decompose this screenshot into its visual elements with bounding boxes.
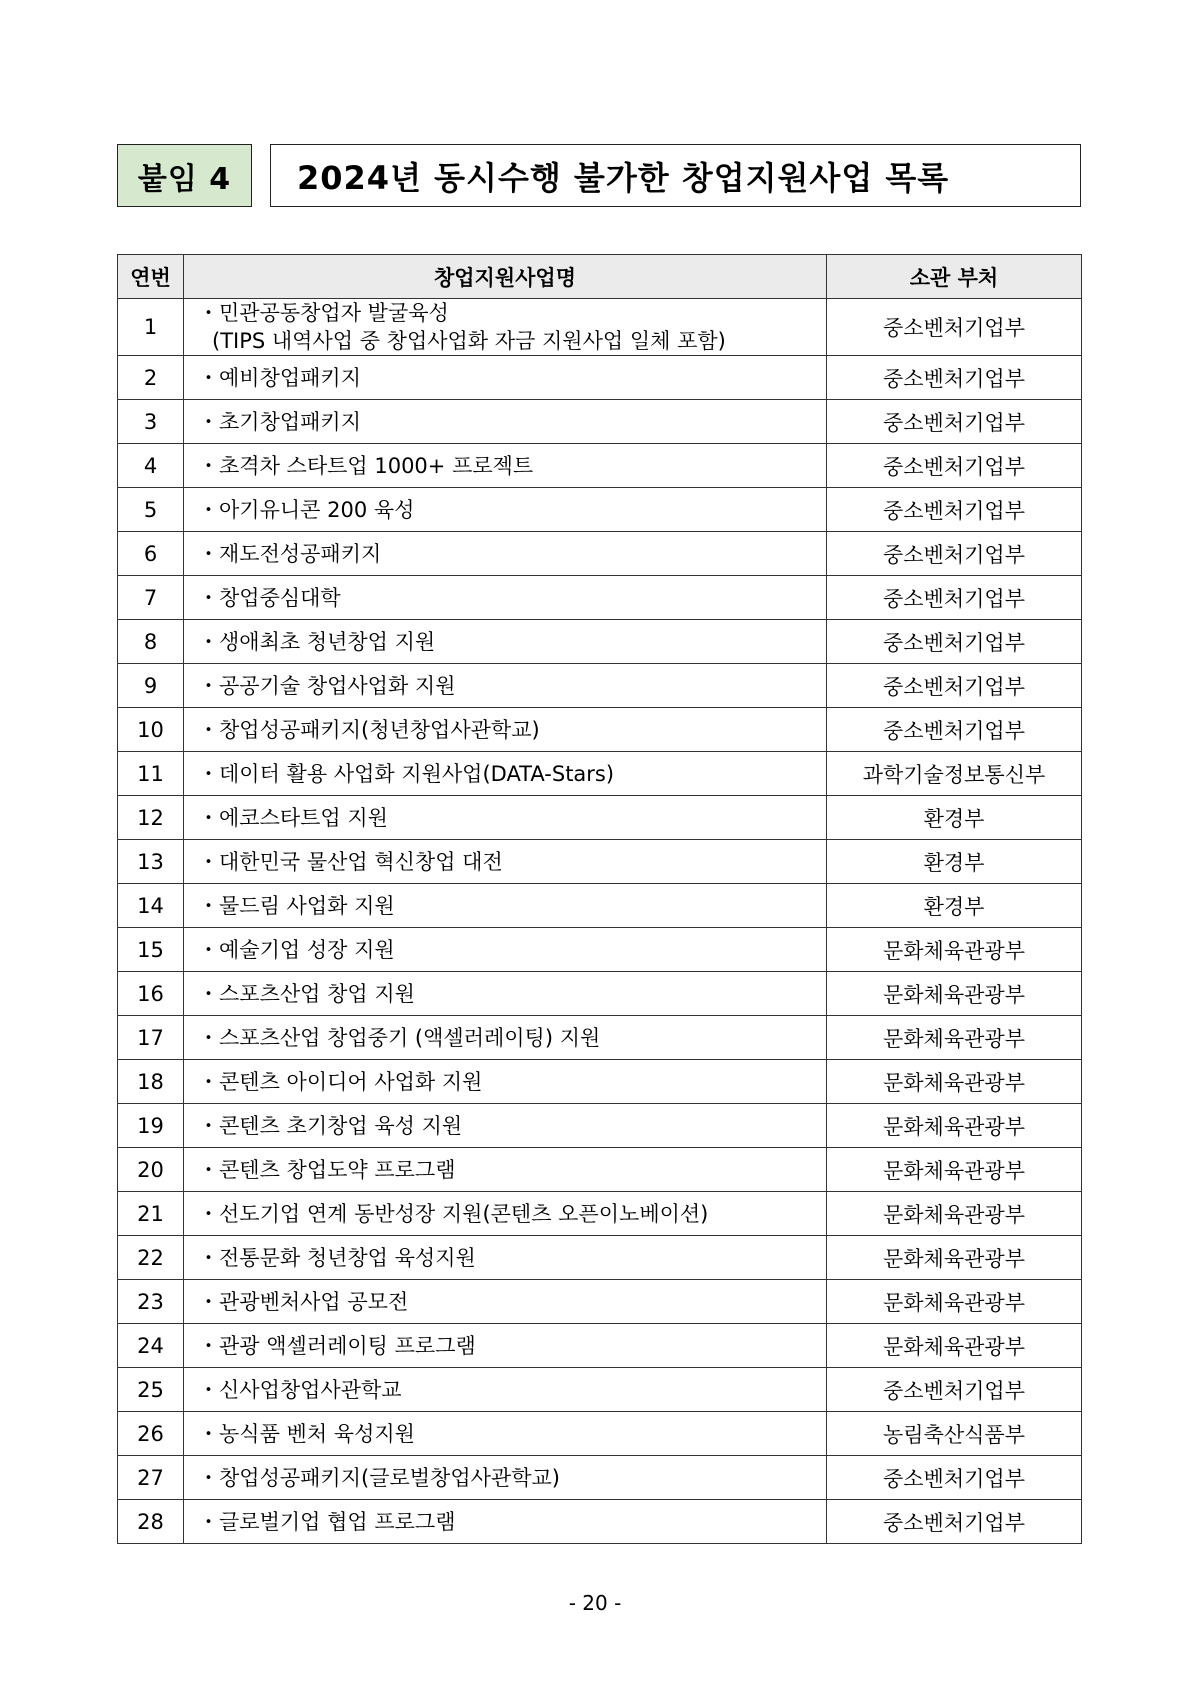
department-cell: 문화체육관광부: [827, 1280, 1082, 1324]
row-number: 20: [118, 1148, 184, 1192]
department-cell: 중소벤처기업부: [827, 1500, 1082, 1544]
row-number: 5: [118, 488, 184, 532]
program-name-cell: [184, 840, 827, 884]
program-name-cell: [184, 356, 827, 400]
program-name: ・예비창업패키지: [198, 365, 362, 390]
program-name-cell: [184, 1060, 827, 1104]
row-number: 4: [118, 444, 184, 488]
program-name: ・글로벌기업 협업 프로그램: [198, 1509, 456, 1534]
table-row: [118, 400, 1082, 444]
table-row: [118, 840, 1082, 884]
row-number: 21: [118, 1192, 184, 1236]
table-row: [118, 1060, 1082, 1104]
table-row: [118, 1412, 1082, 1456]
department-cell: 환경부: [827, 796, 1082, 840]
program-name-note: (TIPS 내역사업 중 창업사업화 자금 지원사업 일체 포함): [212, 329, 726, 353]
table-row: [118, 664, 1082, 708]
program-name-cell: [184, 1280, 827, 1324]
program-name-cell: [184, 1236, 827, 1280]
program-name: ・전통문화 청년창업 육성지원: [198, 1245, 476, 1270]
program-name: ・농식품 벤처 육성지원: [198, 1421, 415, 1446]
program-name-cell: [184, 620, 827, 664]
row-number: 19: [118, 1104, 184, 1148]
program-name: ・창업성공패키지(청년창업사관학교): [198, 717, 540, 742]
program-name: ・관광벤처사업 공모전: [198, 1289, 409, 1314]
table-row: [118, 708, 1082, 752]
program-name-cell: [184, 444, 827, 488]
program-table: [117, 254, 1082, 1544]
department-cell: 중소벤처기업부: [827, 400, 1082, 444]
program-name: ・아기유니콘 200 육성: [198, 497, 415, 522]
program-name-cell: [184, 1148, 827, 1192]
program-name: ・재도전성공패키지: [198, 541, 382, 566]
department-cell: 중소벤처기업부: [827, 299, 1082, 356]
program-name-cell: [184, 299, 827, 356]
program-name: ・창업중심대학: [198, 585, 341, 610]
page-title: 2024년 동시수행 불가한 창업지원사업 목록: [270, 144, 1081, 207]
row-number: 27: [118, 1456, 184, 1500]
header-no: 연번: [118, 255, 184, 299]
row-number: 3: [118, 400, 184, 444]
department-cell: 문화체육관광부: [827, 1104, 1082, 1148]
department-cell: 중소벤처기업부: [827, 444, 1082, 488]
program-name: ・선도기업 연계 동반성장 지원(콘텐츠 오픈이노베이션): [198, 1201, 709, 1226]
row-number: 24: [118, 1324, 184, 1368]
table-row: [118, 1456, 1082, 1500]
table-row: [118, 299, 1082, 356]
table-row: [118, 884, 1082, 928]
program-name: ・대한민국 물산업 혁신창업 대전: [198, 849, 503, 874]
program-name-cell: [184, 1500, 827, 1544]
row-number: 12: [118, 796, 184, 840]
page-number: - 20 -: [568, 1591, 622, 1615]
table-row: [118, 972, 1082, 1016]
row-number: 6: [118, 532, 184, 576]
department-cell: 환경부: [827, 884, 1082, 928]
program-name-cell: [184, 972, 827, 1016]
table-row: [118, 532, 1082, 576]
program-name-cell: [184, 400, 827, 444]
row-number: 18: [118, 1060, 184, 1104]
row-number: 1: [118, 299, 184, 356]
program-name: ・공공기술 창업사업화 지원: [198, 673, 456, 698]
table-row: [118, 1324, 1082, 1368]
program-name: ・생애최초 청년창업 지원: [198, 629, 436, 654]
program-name-cell: [184, 1368, 827, 1412]
attachment-label: 붙임 4: [117, 144, 252, 207]
row-number: 22: [118, 1236, 184, 1280]
program-name: ・데이터 활용 사업화 지원사업(DATA-Stars): [198, 761, 615, 786]
row-number: 17: [118, 1016, 184, 1060]
department-cell: 중소벤처기업부: [827, 1456, 1082, 1500]
program-name: ・콘텐츠 아이디어 사업화 지원: [198, 1069, 483, 1094]
program-name-cell: [184, 1324, 827, 1368]
department-cell: 문화체육관광부: [827, 972, 1082, 1016]
program-name: ・신사업창업사관학교: [198, 1377, 402, 1402]
department-cell: 환경부: [827, 840, 1082, 884]
table-row: [118, 1148, 1082, 1192]
row-number: 26: [118, 1412, 184, 1456]
program-name-cell: [184, 1456, 827, 1500]
department-cell: 문화체육관광부: [827, 1060, 1082, 1104]
row-number: 7: [118, 576, 184, 620]
program-name-cell: [184, 1412, 827, 1456]
program-name-cell: [184, 488, 827, 532]
department-cell: 중소벤처기업부: [827, 532, 1082, 576]
table-row: [118, 620, 1082, 664]
program-name: ・콘텐츠 창업도약 프로그램: [198, 1157, 456, 1182]
program-name: ・창업성공패키지(글로벌창업사관학교): [198, 1465, 560, 1490]
row-number: 13: [118, 840, 184, 884]
program-name: ・초기창업패키지: [198, 409, 362, 434]
department-cell: 중소벤처기업부: [827, 708, 1082, 752]
department-cell: 중소벤처기업부: [827, 620, 1082, 664]
department-cell: 중소벤처기업부: [827, 356, 1082, 400]
program-name-cell: [184, 884, 827, 928]
table-row: [118, 752, 1082, 796]
row-number: 15: [118, 928, 184, 972]
department-cell: 문화체육관광부: [827, 1192, 1082, 1236]
program-name-cell: [184, 1192, 827, 1236]
table-body: [118, 299, 1082, 1544]
table-row: [118, 1500, 1082, 1544]
program-name: ・에코스타트업 지원: [198, 805, 388, 830]
row-number: 14: [118, 884, 184, 928]
row-number: 23: [118, 1280, 184, 1324]
program-name-cell: [184, 1104, 827, 1148]
program-name: ・스포츠산업 창업중기 (액셀러레이팅) 지원: [198, 1025, 601, 1050]
program-name: ・콘텐츠 초기창업 육성 지원: [198, 1113, 463, 1138]
table-row: [118, 1104, 1082, 1148]
department-cell: 중소벤처기업부: [827, 1368, 1082, 1412]
program-name: ・물드림 사업화 지원: [198, 893, 395, 918]
department-cell: 과학기술정보통신부: [827, 752, 1082, 796]
header-department: 소관 부처: [827, 255, 1082, 299]
table-row: [118, 1192, 1082, 1236]
table-row: [118, 488, 1082, 532]
row-number: 11: [118, 752, 184, 796]
row-number: 25: [118, 1368, 184, 1412]
program-name-cell: [184, 928, 827, 972]
row-number: 28: [118, 1500, 184, 1544]
department-cell: 중소벤처기업부: [827, 576, 1082, 620]
program-name-cell: [184, 796, 827, 840]
table-row: [118, 1016, 1082, 1060]
program-name-cell: [184, 708, 827, 752]
table-row: [118, 444, 1082, 488]
table-row: [118, 796, 1082, 840]
department-cell: 문화체육관광부: [827, 1016, 1082, 1060]
department-cell: 문화체육관광부: [827, 1148, 1082, 1192]
department-cell: 중소벤처기업부: [827, 488, 1082, 532]
program-name-cell: [184, 664, 827, 708]
program-name-cell: [184, 532, 827, 576]
table-header-row: [118, 255, 1082, 299]
table-row: [118, 576, 1082, 620]
row-number: 10: [118, 708, 184, 752]
table-row: [118, 1236, 1082, 1280]
department-cell: 문화체육관광부: [827, 928, 1082, 972]
row-number: 16: [118, 972, 184, 1016]
table-row: [118, 356, 1082, 400]
program-name: ・관광 액셀러레이팅 프로그램: [198, 1333, 476, 1358]
department-cell: 중소벤처기업부: [827, 664, 1082, 708]
table-row: [118, 1280, 1082, 1324]
program-name: ・초격차 스타트업 1000+ 프로젝트: [198, 453, 534, 478]
program-name-cell: [184, 576, 827, 620]
department-cell: 문화체육관광부: [827, 1236, 1082, 1280]
table-row: [118, 1368, 1082, 1412]
row-number: 8: [118, 620, 184, 664]
row-number: 2: [118, 356, 184, 400]
program-name-cell: [184, 752, 827, 796]
header-program-name: 창업지원사업명: [184, 255, 827, 299]
department-cell: 문화체육관광부: [827, 1324, 1082, 1368]
program-name: ・예술기업 성장 지원: [198, 937, 395, 962]
program-name: ・스포츠산업 창업 지원: [198, 981, 415, 1006]
department-cell: 농림축산식품부: [827, 1412, 1082, 1456]
table-row: [118, 928, 1082, 972]
row-number: 9: [118, 664, 184, 708]
program-name: ・민관공동창업자 발굴육성: [198, 301, 449, 325]
program-name-cell: [184, 1016, 827, 1060]
